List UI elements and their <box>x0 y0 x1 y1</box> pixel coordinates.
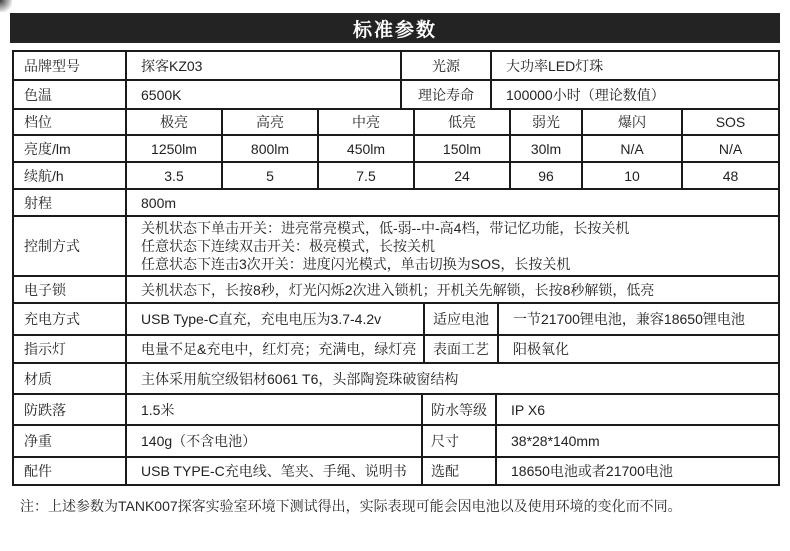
table-row <box>13 457 779 485</box>
table-row <box>13 335 779 363</box>
size-value-cell: 38*28*140mm <box>496 425 779 457</box>
gear-low-cell: 低亮 <box>414 109 510 135</box>
runtime-cell: 10 <box>582 162 682 189</box>
charge-value-cell: USB Type-C直充，充电电压为3.7-4.2v <box>126 303 424 335</box>
table-row <box>13 303 779 335</box>
surface-label-cell: 表面工艺 <box>424 335 498 363</box>
control-line-3: 任意状态下连击3次开关：进度闪光模式，单击切换为SOS，长按关机 <box>141 256 571 272</box>
section-lock <box>12 275 780 304</box>
runtime-cell: 3.5 <box>126 162 222 189</box>
runtime-cell: 48 <box>682 162 779 189</box>
size-label-cell: 尺寸 <box>422 425 496 457</box>
drop-label-cell: 防跌落 <box>13 394 126 425</box>
gear-mid-cell: 中亮 <box>318 109 414 135</box>
table-row <box>13 135 779 162</box>
table-row <box>13 109 779 135</box>
table-row <box>13 216 779 276</box>
surface-value-cell: 阳极氧化 <box>498 335 779 363</box>
page-title: 标准参数 <box>352 19 437 41</box>
drop-value-cell: 1.5米 <box>126 394 422 425</box>
section-modes <box>12 108 780 190</box>
brand-label-cell: 品牌型号 <box>13 51 126 80</box>
weight-label-cell: 净重 <box>13 425 126 457</box>
range-value-cell: 800m <box>126 189 779 216</box>
material-label-cell: 材质 <box>13 363 126 394</box>
weight-value-cell: 140g（不含电池） <box>126 425 422 457</box>
gear-high-cell: 高亮 <box>222 109 318 135</box>
light-source-label-cell: 光源 <box>401 51 491 80</box>
gear-strobe-cell: 爆闪 <box>582 109 682 135</box>
table-row <box>13 363 779 394</box>
charge-label-cell: 充电方式 <box>13 303 126 335</box>
control-line-2: 任意状态下连续双击开关：极亮模式，长按关机 <box>141 238 435 254</box>
brightness-cell: N/A <box>582 135 682 162</box>
brightness-cell: 450lm <box>318 135 414 162</box>
brightness-cell: N/A <box>682 135 779 162</box>
section-range <box>12 188 780 217</box>
gear-label-cell: 档位 <box>13 109 126 135</box>
range-label-cell: 射程 <box>13 189 126 216</box>
lifespan-value-cell: 100000小时（理论数值） <box>491 80 779 109</box>
accessory-value-cell: USB TYPE-C充电线、笔夹、手绳、说明书 <box>126 457 422 485</box>
material-value-cell: 主体采用航空级铝材6061 T6，头部陶瓷珠破窗结构 <box>126 363 779 394</box>
indicator-value-cell: 电量不足&充电中，红灯亮；充满电，绿灯亮 <box>126 335 424 363</box>
optional-label-cell: 选配 <box>422 457 496 485</box>
section-material <box>12 362 780 395</box>
waterproof-label-cell: 防水等级 <box>422 394 496 425</box>
battery-value-cell: 一节21700锂电池，兼容18650锂电池 <box>498 303 779 335</box>
brand-value-cell: 探客KZ03 <box>126 51 401 80</box>
table-row <box>13 51 779 80</box>
brightness-cell: 150lm <box>414 135 510 162</box>
runtime-cell: 7.5 <box>318 162 414 189</box>
color-temp-value-cell: 6500K <box>126 80 401 109</box>
runtime-cell: 24 <box>414 162 510 189</box>
table-row <box>13 425 779 457</box>
corner-artifact <box>0 0 12 12</box>
section-physical <box>12 393 780 486</box>
runtime-cell: 5 <box>222 162 318 189</box>
section-control <box>12 215 780 277</box>
battery-label-cell: 适应电池 <box>424 303 498 335</box>
runtime-cell: 96 <box>510 162 582 189</box>
indicator-label-cell: 指示灯 <box>13 335 126 363</box>
table-row <box>13 189 779 216</box>
table-row <box>13 80 779 109</box>
optional-value-cell: 18650电池或者21700电池 <box>496 457 779 485</box>
table-row <box>13 394 779 425</box>
table-row <box>13 162 779 189</box>
spec-table <box>12 50 778 486</box>
control-label-cell: 控制方式 <box>13 216 126 276</box>
gear-turbo-cell: 极亮 <box>126 109 222 135</box>
color-temp-label-cell: 色温 <box>13 80 126 109</box>
section-brand <box>12 50 780 110</box>
gear-sos-cell: SOS <box>682 109 779 135</box>
lock-label-cell: 电子锁 <box>13 276 126 303</box>
brightness-cell: 1250lm <box>126 135 222 162</box>
section-charging <box>12 302 780 364</box>
lifespan-label-cell: 理论寿命 <box>401 80 491 109</box>
gear-moon-cell: 弱光 <box>510 109 582 135</box>
control-value-cell <box>126 216 779 276</box>
brightness-cell: 800lm <box>222 135 318 162</box>
accessory-label-cell: 配件 <box>13 457 126 485</box>
table-row <box>13 276 779 303</box>
runtime-label-cell: 续航/h <box>13 162 126 189</box>
control-line-1: 关机状态下单击开关：进亮常亮模式，低-弱--中-高4档，带记忆功能，长按关机 <box>141 220 630 236</box>
footnote: 注：上述参数为TANK007探客实验室环境下测试得出，实际表现可能会因电池以及使用环境的变化而不同。 <box>20 498 682 514</box>
brightness-label-cell: 亮度/lm <box>13 135 126 162</box>
lock-value-cell: 关机状态下，长按8秒，灯光闪烁2次进入锁机；开机关先解锁，长按8秒解锁，低亮 <box>126 276 779 303</box>
brightness-cell: 30lm <box>510 135 582 162</box>
waterproof-value-cell: IP X6 <box>496 394 779 425</box>
header-bar <box>10 13 780 43</box>
light-source-value-cell: 大功率LED灯珠 <box>491 51 779 80</box>
